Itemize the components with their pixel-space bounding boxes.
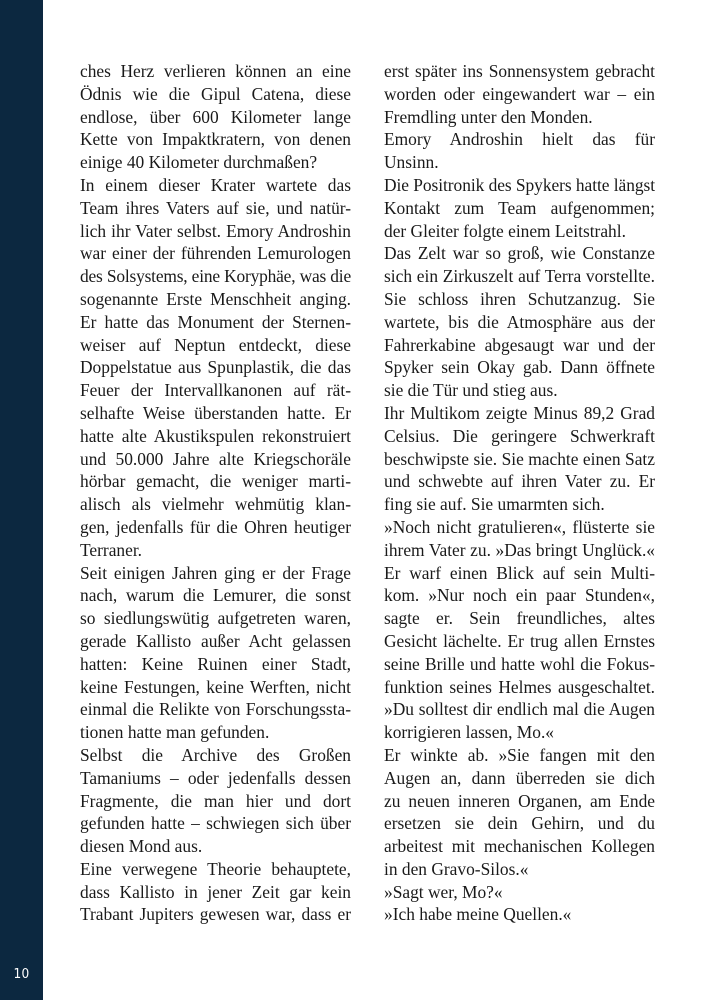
text-line: war einer der führenden Lemurologen — [80, 243, 351, 264]
text-line: wartete, bis die Atmosphäre aus der — [384, 311, 655, 332]
text-line: keine Festungen, keine Werften, nicht — [80, 676, 351, 697]
text-line: Eine verwegene Theorie behauptete, — [80, 858, 351, 879]
text-line: Fahrerkabine abgesaugt war und der — [384, 334, 655, 355]
text-line: so siedlungswütig aufgetreten waren, — [80, 608, 351, 629]
text-line: tionen hatte man gefunden. — [80, 722, 270, 743]
text-line: ches Herz verlieren können an eine — [80, 61, 351, 81]
text-line: Doppelstatue aus Spunplastik, die das — [80, 357, 351, 378]
text-line: lich ihr Vater selbst. Emory Androshin — [80, 220, 351, 241]
text-line: weiser auf Neptun entdeckt, diese — [80, 334, 351, 355]
text-line: hatten: Keine Ruinen einer Stadt, — [80, 653, 351, 674]
text-line: Fragmente, die man hier und dort — [80, 790, 351, 811]
text-line: fing sie auf. Sie umarmten sich. — [384, 494, 605, 515]
text-line: beschwipste sie. Sie machte einen Satz — [384, 448, 655, 469]
text-column-left — [80, 60, 351, 926]
text-line: gefunden hatte – schwiegen sich über — [80, 813, 351, 834]
text-line: und 50.000 Jahre alte Kriegschoräle — [80, 448, 351, 469]
text-line: hatte alte Akustikspulen rekonstruiert — [80, 425, 351, 446]
text-line: arbeitest mit mechanischen Kollegen — [384, 836, 655, 857]
text-line: In einem dieser Krater wartete das — [80, 174, 351, 195]
text-line: alisch als vielmehr wehmütig klan- — [80, 494, 351, 515]
text-line: Kette von Impaktkratern, von denen — [80, 129, 351, 150]
text-line: seine Brille und hatte wohl die Fokus- — [384, 653, 655, 674]
text-line: Team ihres Vaters auf sie, und natür- — [80, 197, 351, 218]
text-line: sagte er. Sein freundliches, altes — [384, 608, 655, 629]
text-line: erst später ins Sonnensystem gebracht — [384, 61, 655, 81]
text-line: Gesicht lächelte. Er trug allen Ernstes — [384, 630, 655, 651]
text-line: Kontakt zum Team aufgenommen; — [384, 197, 655, 218]
text-line: ersetzen sie dein Gehirn, und du — [384, 813, 655, 834]
text-line: Unsinn. — [384, 152, 439, 173]
text-line: Tamaniums – oder jedenfalls dessen — [80, 767, 351, 788]
text-line: Er hatte das Monument der Sternen- — [80, 311, 351, 332]
text-line: sogenannte Erste Menschheit anging. — [80, 288, 351, 309]
text-line: kom. »Nur noch ein paar Stunden«, — [384, 585, 655, 606]
text-line: Ihr Multikom zeigte Minus 89,2 Grad — [384, 402, 655, 423]
text-line: sich ein Zirkuszelt auf Terra vorstellte. — [384, 266, 655, 287]
text-line: Das Zelt war so groß, wie Constanze — [384, 243, 655, 264]
text-line: funktion seines Helmes ausgeschaltet. — [384, 676, 655, 697]
text-line: Fremdling unter den Monden. — [384, 106, 593, 127]
text-line: Selbst die Archive des Großen — [80, 744, 351, 765]
text-line: in den Gravo-Silos.« — [384, 858, 529, 879]
text-column-right — [384, 60, 655, 926]
text-line: Die Positronik des Spykers hatte längst — [384, 174, 655, 195]
text-line: sie die Tür und stieg aus. — [384, 380, 558, 401]
text-line: dass Kallisto in jener Zeit gar kein — [80, 881, 351, 902]
text-line: ihrem Vater zu. »Das bringt Unglück.« — [384, 539, 655, 560]
text-line: Sie schloss ihren Schutzanzug. Sie — [384, 288, 655, 309]
text-line: diesen Mond aus. — [80, 836, 203, 857]
text-line: »Sagt wer, Mo?« — [384, 881, 503, 902]
text-line: einmal die Relikte von Forschungssta- — [80, 699, 351, 720]
text-line: gerade Kallisto außer Acht gelassen — [80, 630, 351, 651]
text-line: und schwebte auf ihren Vater zu. Er — [384, 471, 655, 492]
text-line: »Du solltest dir endlich mal die Augen — [384, 699, 655, 720]
page-number: 10 — [13, 966, 30, 982]
text-line: gen, jedenfalls für die Ohren heutiger — [80, 516, 351, 537]
text-line: Celsius. Die geringere Schwerkraft — [384, 425, 655, 446]
text-line: Feuer der Intervallkanonen auf rät- — [80, 380, 351, 401]
text-line: Ödnis wie die Gipul Catena, diese — [80, 83, 351, 104]
text-line: zu neuen inneren Organen, am Ende — [384, 790, 655, 811]
text-line: Trabant Jupiters gewesen war, dass er — [80, 904, 351, 925]
text-line: Augen an, dann überreden sie dich — [384, 767, 655, 788]
text-line: endlose, über 600 Kilometer lange — [80, 106, 351, 127]
text-line: einige 40 Kilometer durchmaßen? — [80, 152, 318, 173]
text-line: Er warf einen Blick auf sein Multi- — [384, 562, 655, 583]
text-line: selhafte Weise überstanden hatte. Er — [80, 402, 351, 423]
text-line: hörbar gemacht, die weniger marti- — [80, 471, 351, 492]
text-line: des Solsystems, eine Koryphäe, was die — [80, 266, 351, 287]
text-line: Er winkte ab. »Sie fangen mit den — [384, 744, 655, 765]
text-line: Terraner. — [80, 539, 143, 560]
text-line: »Noch nicht gratulieren«, flüsterte sie — [384, 516, 655, 537]
text-line: Emory Androshin hielt das für — [384, 129, 655, 150]
text-line: der Gleiter folgte einem Leitstrahl. — [384, 220, 626, 241]
page-margin-bar — [0, 0, 43, 1000]
text-line: nach, warum die Lemurer, die sonst — [80, 585, 351, 606]
text-line: korrigieren lassen, Mo.« — [384, 722, 555, 743]
text-line: Spyker sein Okay gab. Dann öffnete — [384, 357, 655, 378]
text-line: worden oder eingewandert war – ein — [384, 83, 655, 104]
text-line: »Ich habe meine Quellen.« — [384, 904, 572, 925]
text-line: Seit einigen Jahren ging er der Frage — [80, 562, 351, 583]
